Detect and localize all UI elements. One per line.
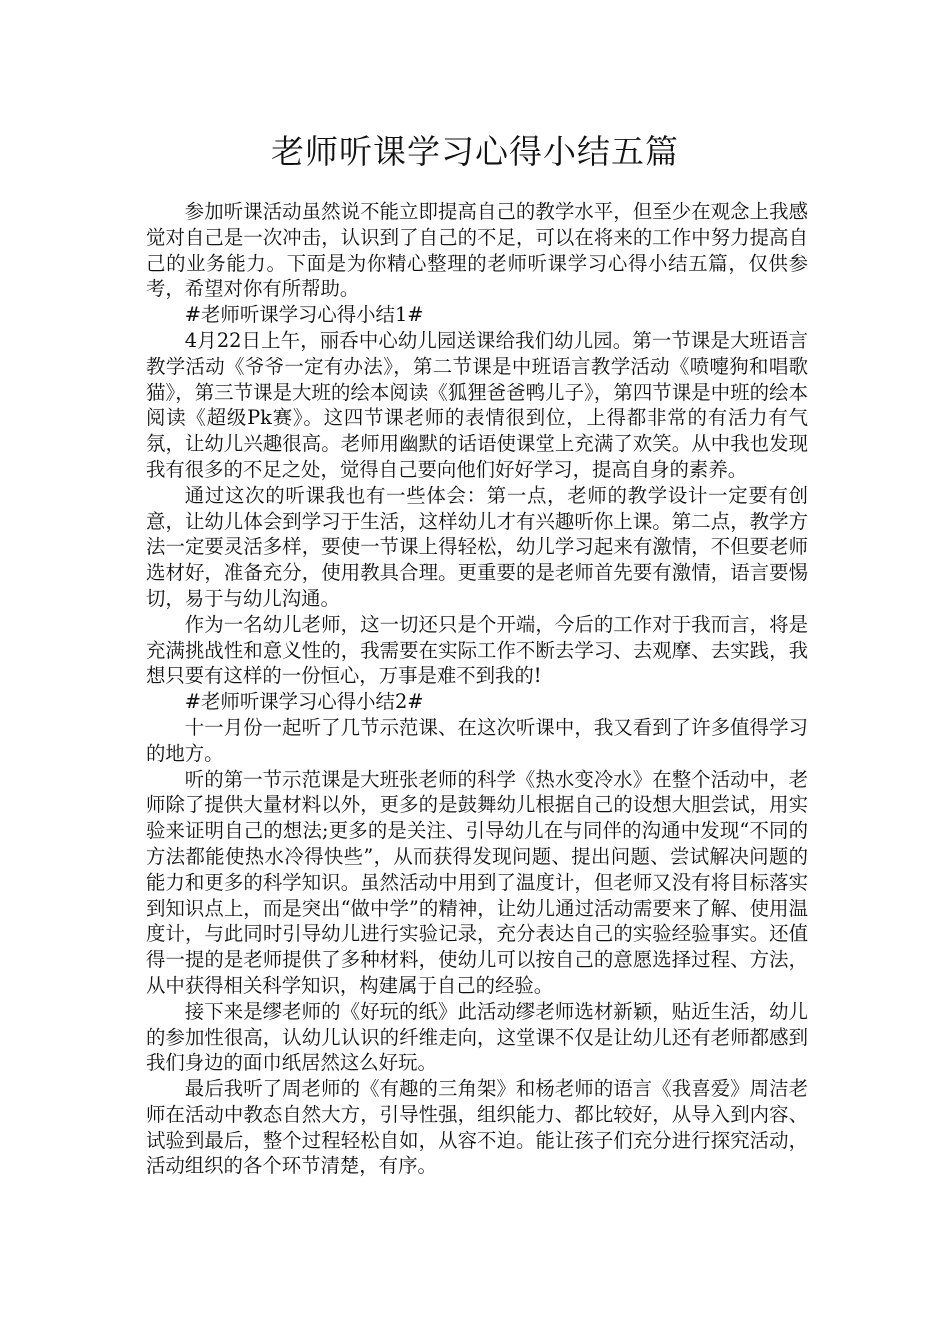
paragraph: 作为一名幼儿老师，这一切还只是个开端，今后的工作对于我而言，将是充满挑战性和意义性的，我需要在实际工作不断去学习、去观摩、去实践，我想只要有这样的一份恒心，万事是难不到我的! — [146, 612, 808, 688]
paragraph: 接下来是缪老师的《好玩的纸》此活动缪老师选材新颖，贴近生活，幼儿的参加性很高，认幼儿认识的纤维走向，这堂课不仅是让幼儿还有老师都感到我们身边的面巾纸居然这么好玩。 — [146, 999, 808, 1075]
paragraph: 4月22日上午，丽呑中心幼儿园送课给我们幼儿园。第一节课是大班语言教学活动《爷爷一定有办法》，第二节课是中班语言教学活动《喷嚏狗和唱歌猫》，第三节课是大班的绘本阅读《狐狸爸爸鸭儿子》，第四节课是中班的绘本阅读《超级Pk赛》。这四节课老师的表情很到位，上得都非常的有活力有气氛，让幼儿兴趣很高。老师用幽默的话语使课堂上充满了欢笑。从中我也发现我有很多的不足之处，觉得自己要向他们好好学习，提高自身的素养。 — [146, 328, 808, 481]
document-body — [146, 199, 808, 1179]
paragraph-intro: 参加听课活动虽然说不能立即提高自己的教学水平，但至少在观念上我感觉对自己是一次冲击，认识到了自己的不足，可以在将来的工作中努力提高自己的业务能力。下面是为你精心整理的老师听课学习心得小结五篇，仅供参考，希望对你有所帮助。 — [146, 200, 808, 301]
section-heading-2: #老师听课学习心得小结2# — [184, 690, 424, 714]
paragraph: 十一月份一起听了几节示范课、在这次听课中，我又看到了许多值得学习的地方。 — [146, 715, 808, 765]
paragraph: 听的第一节示范课是大班张老师的科学《热水变冷水》在整个活动中，老师除了提供大量材料以外，更多的是鼓舞幼儿根据自己的设想大胆尝试，用实验来证明自己的想法;更多的是关注、引导幼儿在与同伴的沟通中发现“不同的方法都能使热水冷得快些”，从而获得发现问题、提出问题、尝试解决问题的能力和更多的科学知识。虽然活动中用到了温度计，但老师又没有将目标落实到知识点上，而是突出“做中学”的精神，让幼儿通过活动需要来了解、使用温度计，与此同时引导幼儿进行实验记录，充分表达自己的实验经验事实。还值得一提的是老师提供了多种材料，使幼儿可以按自己的意愿选择过程、方法，从中获得相关科学知识，构建属于自己的经验。 — [146, 767, 808, 997]
section-heading-1: #老师听课学习心得小结1# — [184, 303, 424, 327]
paragraph: 最后我听了周老师的《有趣的三角架》和杨老师的语言《我喜爱》周洁老师在活动中教态自然大方，引导性强，组织能力、都比较好，从导入到内容、试验到最后，整个过程轻松自如，从容不迫。能让孩子们充分进行探究活动，活动组织的各个环节清楚，有序。 — [146, 1077, 808, 1178]
paragraph: 通过这次的听课我也有一些体会：第一点，老师的教学设计一定要有创意，让幼儿体会到学习于生活，这样幼儿才有兴趣听你上课。第二点，教学方法一定要灵活多样，要使一节课上得轻松，幼儿学习起来有激情，不但要老师选材好，准备充分，使用教具合理。更重要的是老师首先要有激情，语言要惕切，易于与幼儿沟通。 — [146, 483, 808, 610]
document-title: 老师听课学习心得小结五篇 — [271, 132, 679, 171]
